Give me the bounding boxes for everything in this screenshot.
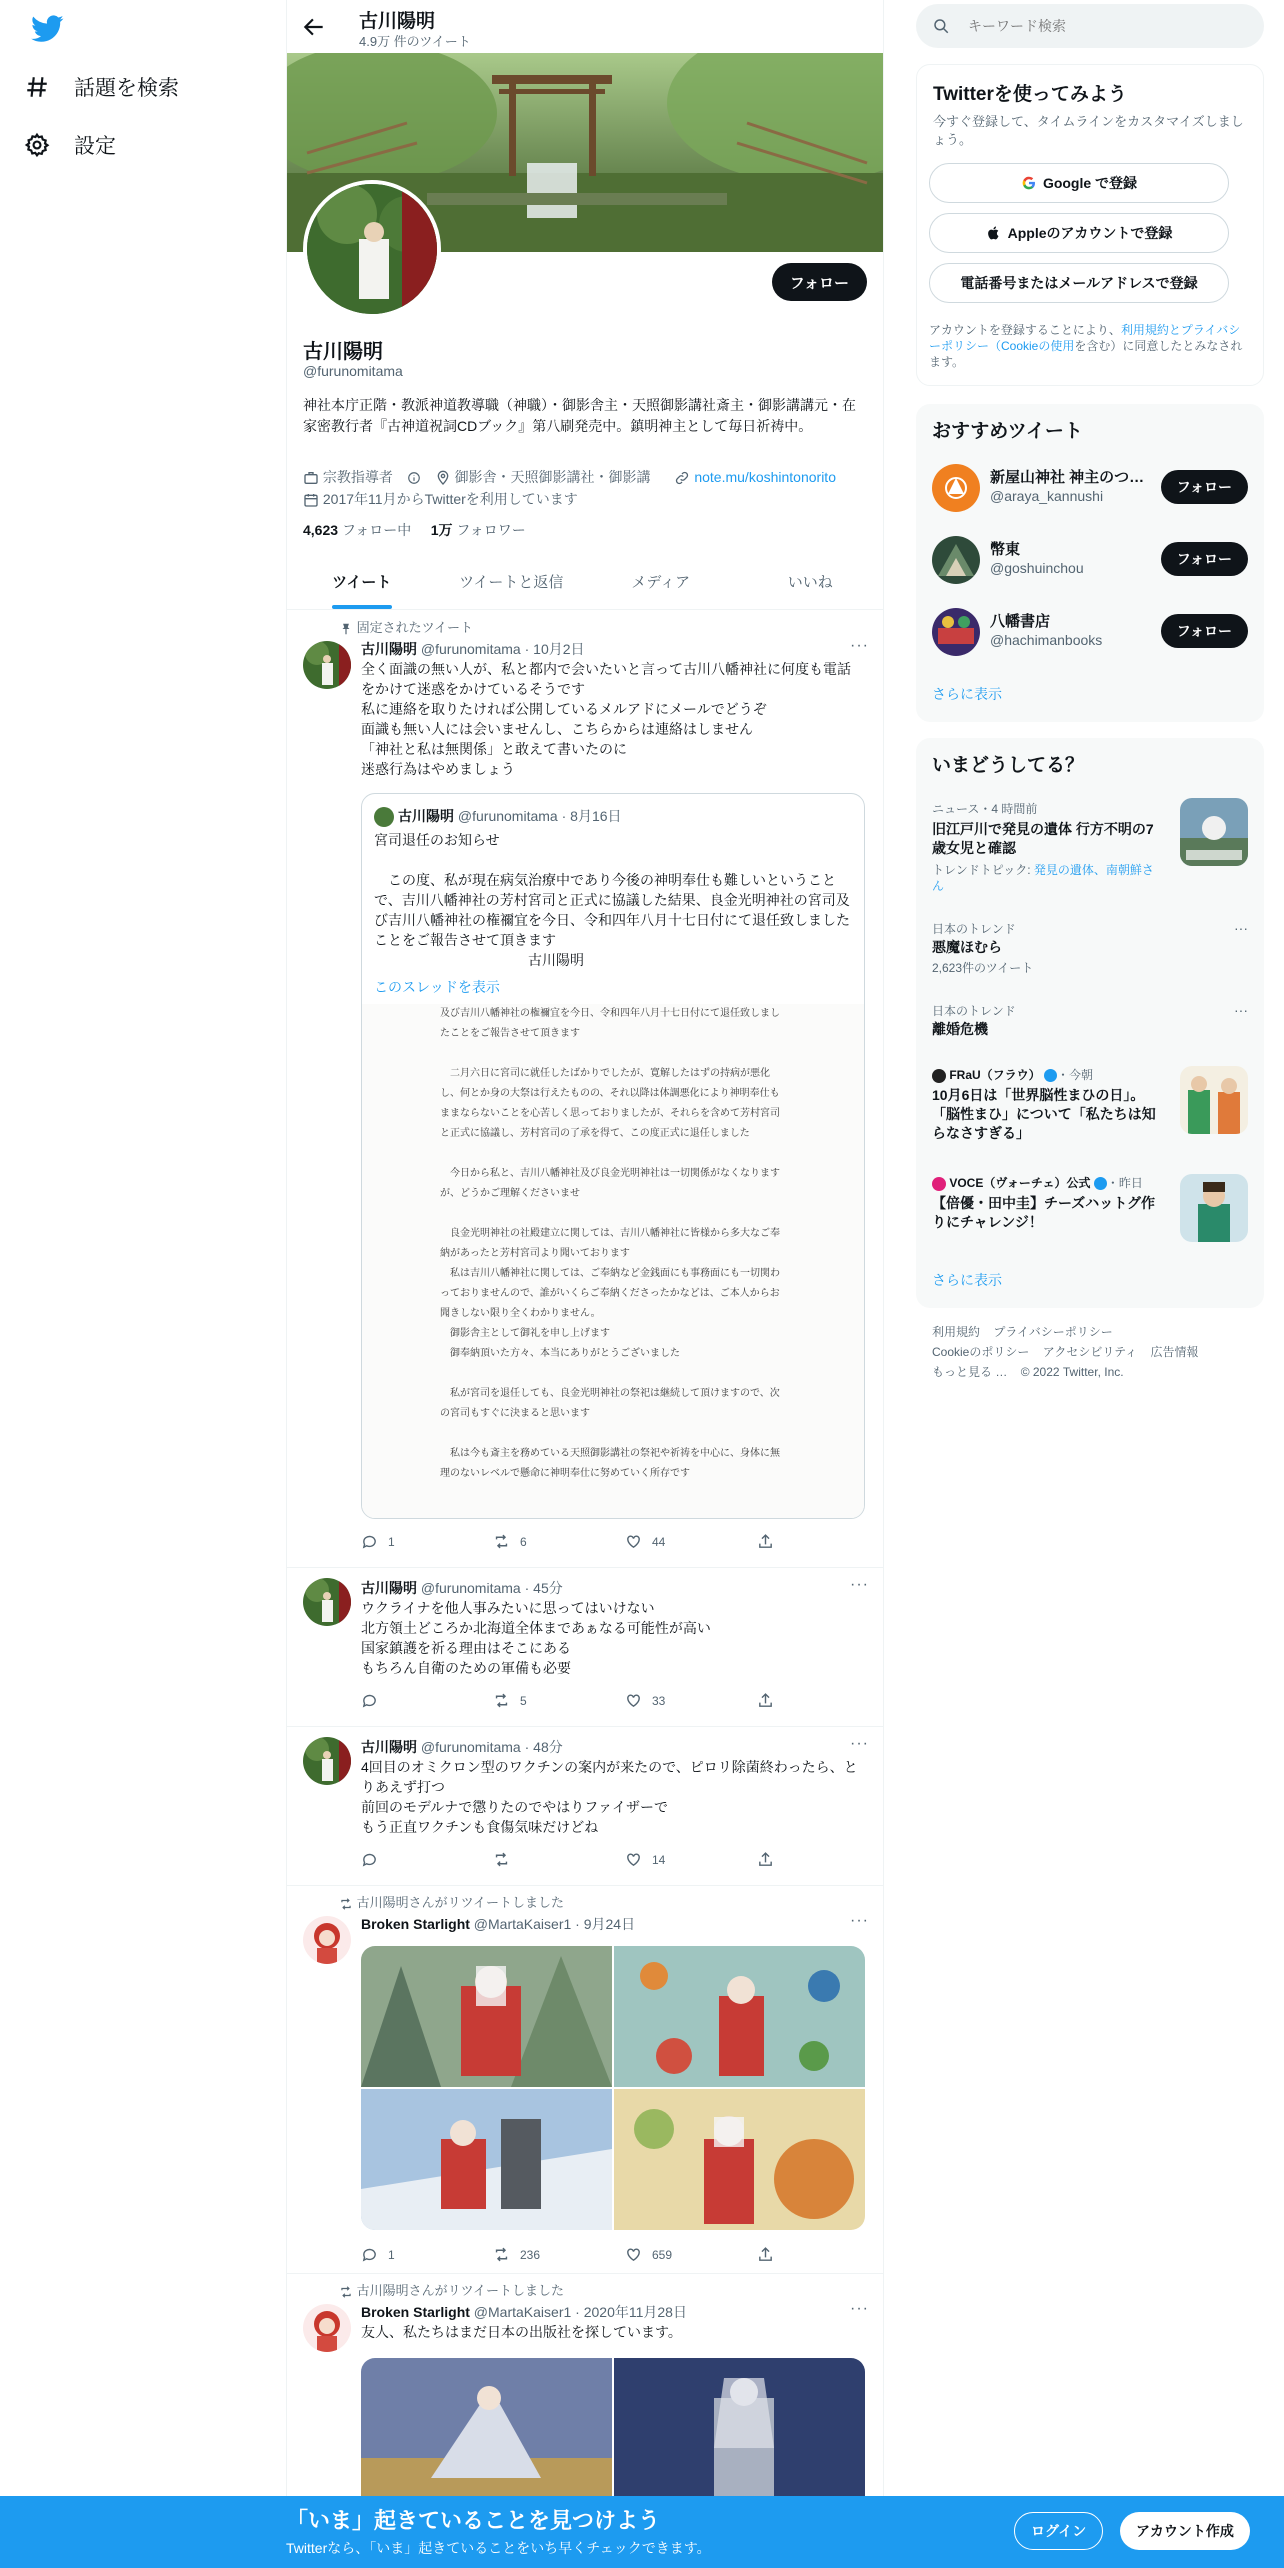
tweet-time[interactable]: 2020年11月28日	[583, 2304, 687, 2320]
like-count: 659	[652, 2247, 673, 2262]
quote-text: 宮司退任のお知らせ この度、私が現在病気治療中であり今後の神明奉仕も難しいということで、吉川八幡神社の芳村宮司と正式に協議した結果、良金光明神社の宮司及び吉川八幡神社の権禰宜を今日、令和四年八月十七日付にて退任致しましたことをご報告させて頂きます 古川陽明	[374, 832, 850, 968]
footer-link[interactable]: もっと見る …	[932, 1365, 1008, 1379]
tweet-pinned[interactable]	[287, 611, 884, 1568]
nav-settings[interactable]	[24, 120, 116, 170]
trend-title: 旧江戸川で発見の遺体 行方不明の7歳女児と確認	[932, 821, 1154, 856]
retweet-icon	[493, 1692, 510, 1709]
trend-source: VOCE（ヴォーチェ）公式	[949, 1176, 1091, 1190]
tweet-actions	[361, 1851, 791, 1871]
share-icon	[757, 1692, 774, 1709]
following-count: 4,623	[303, 522, 339, 538]
recommended-follow-button[interactable]: フォロー	[1161, 542, 1248, 576]
quote-header: 古川陽明 @furunomitama · 8月16日	[374, 806, 622, 827]
trends-show-more[interactable]: さらに表示	[932, 1272, 1002, 1288]
google-signup-button[interactable]	[929, 163, 1229, 203]
followers-count: 1万	[430, 522, 453, 538]
verified-badge-icon	[1044, 1069, 1057, 1082]
reply-icon	[361, 1692, 378, 1709]
like-count: 33	[652, 1693, 666, 1708]
tweet-avatar[interactable]	[303, 1916, 351, 1964]
tweet-text: 4回目のオミクロン型のワクチンの案内が来たので、ピロリ除菌終わったら、とりあえず打つ 前回のモデルナで懲りたのでやはりファイザーで もう正直ワクチンも食傷気味だけどね	[361, 1759, 858, 1835]
footer-links	[932, 1322, 1252, 1382]
tweet-header: Broken Starlight @MartaKaiser1 · 2020年11月28日	[361, 2304, 687, 2320]
recommended-title: おすすめツイート	[932, 421, 1083, 442]
trend-category: ニュース・4 時間前	[932, 802, 1038, 816]
quoted-tweet[interactable]	[361, 793, 865, 1519]
tweet-author-handle[interactable]: @furunomitama	[420, 1739, 521, 1755]
tweet-context	[339, 617, 473, 636]
recommended-follow-button[interactable]: フォロー	[1161, 470, 1248, 504]
tweet-author-name[interactable]: 古川陽明	[361, 641, 417, 657]
profile-name: 古川陽明	[303, 341, 383, 363]
trend-category: 日本のトレンド	[932, 922, 1016, 936]
profile-tabs	[287, 555, 884, 610]
reply-button[interactable]	[361, 2246, 395, 2263]
voce-avatar	[932, 1177, 946, 1191]
recommended-show-more[interactable]: さらに表示	[932, 686, 1002, 702]
terms-text-end: を含む）に同意したとみなされます。	[929, 339, 1243, 369]
profile-link[interactable]	[674, 469, 846, 485]
following-link[interactable]	[303, 522, 411, 538]
footer-link[interactable]: 利用規約	[932, 1325, 981, 1339]
google-signup-label: Google で登録	[1042, 175, 1138, 191]
tweet-body	[361, 2302, 869, 2342]
apple-signup-button[interactable]	[929, 213, 1229, 253]
recommended-handle: @araya_kannushi	[990, 488, 1104, 504]
tab-likes[interactable]: いいね	[787, 574, 833, 591]
recommended-account[interactable]	[916, 452, 1264, 524]
tweet-author-name[interactable]: Broken Starlight	[361, 1916, 470, 1932]
tweet-context-label: 古川陽明さんがリツイートしました	[356, 2283, 564, 2298]
tweet-header: 古川陽明 @furunomitama · 10月2日	[361, 641, 585, 657]
trend-title: 離婚危機	[932, 1021, 988, 1037]
quote-author-name: 古川陽明	[398, 808, 454, 824]
like-button[interactable]	[625, 1851, 665, 1868]
tweet-context	[339, 1892, 564, 1911]
share-button[interactable]	[757, 1533, 784, 1550]
footer-link[interactable]: プライバシーポリシー	[993, 1325, 1113, 1339]
tweet-body	[361, 1914, 869, 1934]
terms-text: アカウントを登録することにより、	[929, 323, 1121, 337]
show-thread-link[interactable]: このスレッドを表示	[374, 979, 500, 995]
search-input[interactable]	[968, 18, 1228, 34]
tweet-text: 全く面識の無い人が、私と都内で会いたいと言って古川八幡神社に何度も電話をかけて迷惑をかけているそうです 私に連絡を取りたければ公開しているメルアドにメールでどうぞ 面識も無い人には会いませんし、こちらからは連絡はしません 「神社と私は無関係」と敢えて書いたのに 迷惑行為はやめましょう	[361, 661, 851, 777]
header-tweet-count: 4.9万 件のツイート	[359, 34, 471, 49]
profile-category	[303, 469, 425, 485]
trend-item[interactable]	[916, 798, 1264, 908]
more-icon[interactable]: ···	[1234, 1002, 1248, 1018]
tweet-image[interactable]	[614, 2358, 865, 2518]
profile-joined-label: 2017年11月からTwitterを利用しています	[322, 491, 578, 507]
tweet-author-name[interactable]: 古川陽明	[361, 1739, 417, 1755]
reply-button[interactable]	[361, 1533, 395, 1550]
nav-explore[interactable]	[24, 62, 179, 112]
trend-sub: 2,623件のツイート	[932, 961, 1034, 975]
recommended-account[interactable]	[916, 524, 1264, 596]
more-icon[interactable]: ···	[850, 637, 869, 654]
left-sidebar	[0, 0, 286, 2568]
signup-title: Twitterを使ってみよう	[933, 84, 1127, 105]
trend-category	[932, 1174, 1143, 1191]
followers-link[interactable]	[431, 522, 526, 538]
recommended-card	[916, 404, 1264, 722]
share-button[interactable]	[757, 1851, 784, 1868]
trend-item[interactable]	[916, 920, 1264, 990]
profile-location-label: 御影舎・天照御影講社・御影講	[454, 469, 651, 485]
followers-label: フォロワー	[456, 522, 526, 538]
trend-item[interactable]	[916, 1002, 1264, 1054]
tweet-body	[361, 1737, 869, 1837]
phone-email-signup-label: 電話番号またはメールアドレスで登録	[960, 275, 1198, 291]
follow-button[interactable]: フォロー	[772, 263, 867, 301]
signup-terms	[929, 322, 1249, 370]
trend-category	[932, 1066, 1093, 1083]
twitter-logo-icon[interactable]	[30, 12, 70, 46]
trend-image	[1180, 798, 1248, 866]
main-column	[286, 0, 884, 2568]
bottom-bar-subtitle: Twitterなら、「いま」起きていることをいち早くチェックできます。	[286, 2540, 711, 2556]
reply-button[interactable]	[361, 1692, 388, 1709]
tweet-image[interactable]	[614, 2089, 865, 2230]
header-name: 古川陽明	[359, 11, 436, 32]
tweet-avatar[interactable]	[303, 2304, 351, 2352]
retweet[interactable]	[287, 1886, 884, 2274]
reply-icon	[361, 2246, 378, 2263]
tweet-actions	[361, 1533, 791, 1553]
bottom-signup-bar	[0, 2496, 1284, 2568]
more-icon[interactable]: ···	[850, 1735, 869, 1752]
tweet-author-handle[interactable]: @MartaKaiser1	[473, 2304, 572, 2320]
tweet-header: Broken Starlight @MartaKaiser1 · 9月24日	[361, 1916, 636, 1932]
tweet-time[interactable]: 48分	[533, 1739, 563, 1755]
more-icon[interactable]: ···	[850, 1576, 869, 1593]
retweet-icon	[493, 2246, 510, 2263]
tweet-actions	[361, 2246, 791, 2266]
quote-author-handle: @furunomitama	[457, 808, 558, 824]
tweet-media-grid	[361, 2358, 865, 2518]
phone-email-signup-button[interactable]	[929, 263, 1229, 303]
tweet-header: 古川陽明 @furunomitama · 45分	[361, 1580, 563, 1596]
retweet-button[interactable]	[493, 1533, 527, 1550]
gear-icon	[24, 132, 50, 158]
search-bar[interactable]	[916, 4, 1264, 48]
tweet-time[interactable]: 45分	[533, 1580, 563, 1596]
terms-link[interactable]: 利用規約とプライバシーポリシー（Cookieの使用	[929, 323, 1241, 353]
tweet-context	[339, 2280, 564, 2299]
tweet-author-name[interactable]: 古川陽明	[361, 1580, 417, 1596]
trend-time: ・昨日	[1106, 1176, 1143, 1190]
heart-icon	[625, 1692, 642, 1709]
calendar-icon	[303, 492, 319, 508]
retweet-count: 236	[520, 2247, 541, 2262]
retweet-button[interactable]	[493, 1692, 527, 1709]
reply-icon	[361, 1533, 378, 1550]
tweet-author-name[interactable]: Broken Starlight	[361, 2304, 470, 2320]
search-icon	[932, 17, 950, 35]
right-sidebar	[916, 0, 1266, 2568]
profile-stats	[303, 520, 526, 540]
tweet[interactable]	[287, 1568, 884, 1727]
profile-meta	[303, 466, 869, 510]
nav-explore-label: 話題を検索	[74, 77, 179, 100]
trends-title: いまどうしてる？	[932, 755, 1085, 776]
recommended-avatar	[932, 464, 980, 512]
recommended-name: 新屋山神社 神主のつ…	[990, 469, 1145, 486]
retweet-count: 5	[520, 1693, 527, 1708]
tweet-image[interactable]	[614, 1946, 865, 2087]
create-account-button[interactable]: アカウント作成	[1120, 2512, 1250, 2550]
tweet-avatar[interactable]	[303, 1578, 351, 1626]
quote-avatar	[374, 807, 394, 827]
reply-button[interactable]	[361, 1851, 388, 1868]
profile-location	[435, 469, 665, 485]
recommended-avatar	[932, 608, 980, 656]
recommended-avatar	[932, 536, 980, 584]
like-button[interactable]	[625, 1692, 665, 1709]
link-icon	[674, 470, 690, 486]
retweet[interactable]	[287, 2274, 884, 2496]
apple-icon	[986, 225, 1002, 241]
tweet-body	[361, 639, 869, 779]
pin-icon	[339, 622, 353, 636]
trend-title: 10月6日は「世界脳性まひの日」。「脳性まひ」について「私たちは知らなさすぎる」	[932, 1087, 1156, 1141]
trend-image	[1180, 1174, 1248, 1242]
footer-copyright: © 2022 Twitter, Inc.	[1020, 1365, 1124, 1379]
recommended-handle: @goshuinchou	[990, 560, 1084, 576]
tweet-context-label: 固定されたツイート	[356, 620, 473, 635]
more-icon[interactable]: ···	[850, 1912, 869, 1929]
reply-count: 1	[388, 1534, 395, 1549]
tweet-author-handle[interactable]: @furunomitama	[420, 641, 521, 657]
tweet-author-handle[interactable]: @furunomitama	[420, 1580, 521, 1596]
recommended-follow-button[interactable]: フォロー	[1161, 614, 1248, 648]
like-button[interactable]	[625, 1533, 665, 1550]
heart-icon	[625, 1533, 642, 1550]
trend-time: ・今朝	[1057, 1068, 1094, 1082]
share-icon	[757, 1533, 774, 1550]
tweet-text: ウクライナを他人事みたいに思ってはいけない 北方領土どころか北海道全体まであぁなる可能性が高い 国家鎮護を祈る理由はそこにある もちろん自衛のための軍備も必要	[361, 1600, 711, 1676]
retweet-icon	[339, 2285, 353, 2299]
trend-title: 悪魔ほむら	[932, 939, 1002, 955]
tweet-text: 友人、私たちはまだ日本の出版社を探しています。	[361, 2324, 682, 2340]
trend-sub-label: トレンドトピック:	[932, 863, 1034, 877]
tweet-actions	[361, 1692, 791, 1712]
trend-item[interactable]	[916, 1066, 1264, 1166]
share-icon	[757, 2246, 774, 2263]
tab-tweets[interactable]: ツイート	[287, 555, 437, 609]
tweet-header: 古川陽明 @furunomitama · 48分	[361, 1739, 563, 1755]
like-count: 44	[652, 1534, 666, 1549]
trend-title: 【倍優・田中圭】チーズハットグ作りにチャレンジ！	[932, 1195, 1156, 1230]
profile-category-label: 宗教指導者	[322, 469, 393, 485]
retweet-button[interactable]	[493, 1851, 520, 1868]
trend-category: 日本のトレンド	[932, 1004, 1016, 1018]
footer-link[interactable]: アクセシビリティ	[1042, 1345, 1138, 1359]
recommended-handle: @hachimanbooks	[990, 632, 1103, 648]
profile-header	[287, 0, 884, 53]
quote-time: 8月16日	[570, 808, 622, 824]
apple-signup-label: Appleのアカウントで登録	[1007, 225, 1173, 241]
location-pin-icon	[435, 470, 451, 486]
tweet-author-handle[interactable]: @MartaKaiser1	[473, 1916, 572, 1932]
retweet-icon	[339, 1897, 353, 1911]
reply-icon	[361, 1851, 378, 1868]
reply-count: 1	[388, 2247, 395, 2262]
recommended-name: 八幡書店	[990, 613, 1051, 630]
tweet-time[interactable]: 10月2日	[533, 641, 585, 657]
tweet-image[interactable]	[361, 1946, 612, 2087]
profile-handle: @furunomitama	[303, 363, 403, 379]
signup-subtitle: 今すぐ登録して、タイムラインをカスタマイズしましょう。	[933, 114, 1244, 147]
back-arrow-icon[interactable]	[301, 14, 327, 40]
like-button[interactable]	[625, 2246, 672, 2263]
tweet-image[interactable]	[361, 2358, 612, 2518]
retweet-icon	[493, 1851, 510, 1868]
tab-media[interactable]: メディア	[631, 574, 691, 591]
trends-card	[916, 738, 1264, 1308]
trend-sub	[932, 862, 1162, 894]
nav-settings-label: 設定	[74, 135, 116, 158]
hashtag-icon	[24, 74, 50, 100]
share-button[interactable]	[757, 2246, 784, 2263]
frau-avatar	[932, 1069, 946, 1083]
quote-document-image[interactable]: 及び吉川八幡神社の権禰宜を今日、令和四年八月十七日付にて退任致しましたことをご報告させて頂きます 二月六日に宮司に就任したばかりでしたが、寛解したはずの持病が悪化し、何とか身の大祭は行えたものの、それ以降は体調悪化により神明奉仕もままならないことを心苦しく思っておりましたが、それらを含めて芳村宮司と正式に協議し、芳村宮司の了承を得て、この度正式に退任しました 今日から私と、吉川八幡神社及び良金光明神社は一切関係がなくなりますが、どうかご理解くださいませ 良金光明神社の社殿建立に関しては、吉川八幡神社に皆様から多大なご奉納があったと芳村宮司より聞いております 私は吉川八幡神社に関しては、ご奉納など金銭面にも事務面にも一切関わっておりませんので、誰がいくらご奉納くださったかなどは、ご本人からお聞きしない限り全くわかりません。 御影舎主として御礼を申し上げます 御奉納頂いた方々、本当にありがとうございました 私が宮司を退任しても、良金光明神社の祭祀は継続して頂けますので、次の宮司もすぐに決まると思います 私は今も斎主を務めている天照御影講社の祭祀や祈祷を中心に、身体に無理のないレベルで懸命に神明奉仕に努めていく所存です	[362, 1004, 865, 1519]
trend-sub-link[interactable]: 発見の遺体、南朝鮮さん	[932, 863, 1154, 893]
login-button[interactable]: ログイン	[1014, 2512, 1103, 2550]
profile-avatar[interactable]	[303, 180, 441, 318]
footer-link[interactable]: Cookieのポリシー	[932, 1345, 1030, 1359]
more-icon[interactable]: ···	[1234, 920, 1248, 936]
profile-bio: 神社本庁正階・教派神道教導職（神職）・御影舎主・天照御影講社斎主・御影講講元・在家密教行者『古神道祝詞CDブック』第八刷発売中。鎮明神主として毎日祈祷中。	[303, 397, 856, 434]
trend-source: FRaU（フラウ）	[949, 1068, 1041, 1082]
tweet[interactable]	[287, 1727, 884, 1886]
retweet-count: 6	[520, 1534, 527, 1549]
tweet-context-label: 古川陽明さんがリツイートしました	[356, 1895, 564, 1910]
recommended-account[interactable]	[916, 596, 1264, 668]
tab-tweets-replies[interactable]: ツイートと返信	[459, 574, 564, 591]
trend-image	[1180, 1066, 1248, 1134]
google-icon	[1021, 175, 1037, 191]
following-label: フォロー中	[341, 522, 412, 538]
tweet-avatar[interactable]	[303, 1737, 351, 1785]
heart-icon	[625, 1851, 642, 1868]
like-count: 14	[652, 1852, 666, 1867]
tweet-image[interactable]	[361, 2089, 612, 2230]
recommended-name: 幣東	[990, 541, 1021, 558]
tweet-body	[361, 1578, 869, 1678]
trend-item[interactable]	[916, 1174, 1264, 1254]
profile-link-label[interactable]: note.mu/koshintonorito	[694, 469, 836, 485]
retweet-icon	[493, 1533, 510, 1550]
retweet-button[interactable]	[493, 2246, 540, 2263]
tweet-avatar[interactable]	[303, 641, 351, 689]
signup-card	[916, 64, 1264, 386]
share-button[interactable]	[757, 1692, 784, 1709]
profile-joined	[303, 491, 588, 507]
bottom-bar-title: 「いま」起きていることを見つけよう	[286, 2508, 661, 2533]
briefcase-icon	[303, 470, 319, 486]
info-icon[interactable]	[407, 471, 421, 485]
footer-link[interactable]: 広告情報	[1150, 1345, 1199, 1359]
more-icon[interactable]: ···	[850, 2300, 869, 2317]
tweet-time[interactable]: 9月24日	[583, 1916, 636, 1932]
heart-icon	[625, 2246, 642, 2263]
tweet-media-grid	[361, 1946, 865, 2230]
share-icon	[757, 1851, 774, 1868]
verified-badge-icon	[1094, 1177, 1107, 1190]
